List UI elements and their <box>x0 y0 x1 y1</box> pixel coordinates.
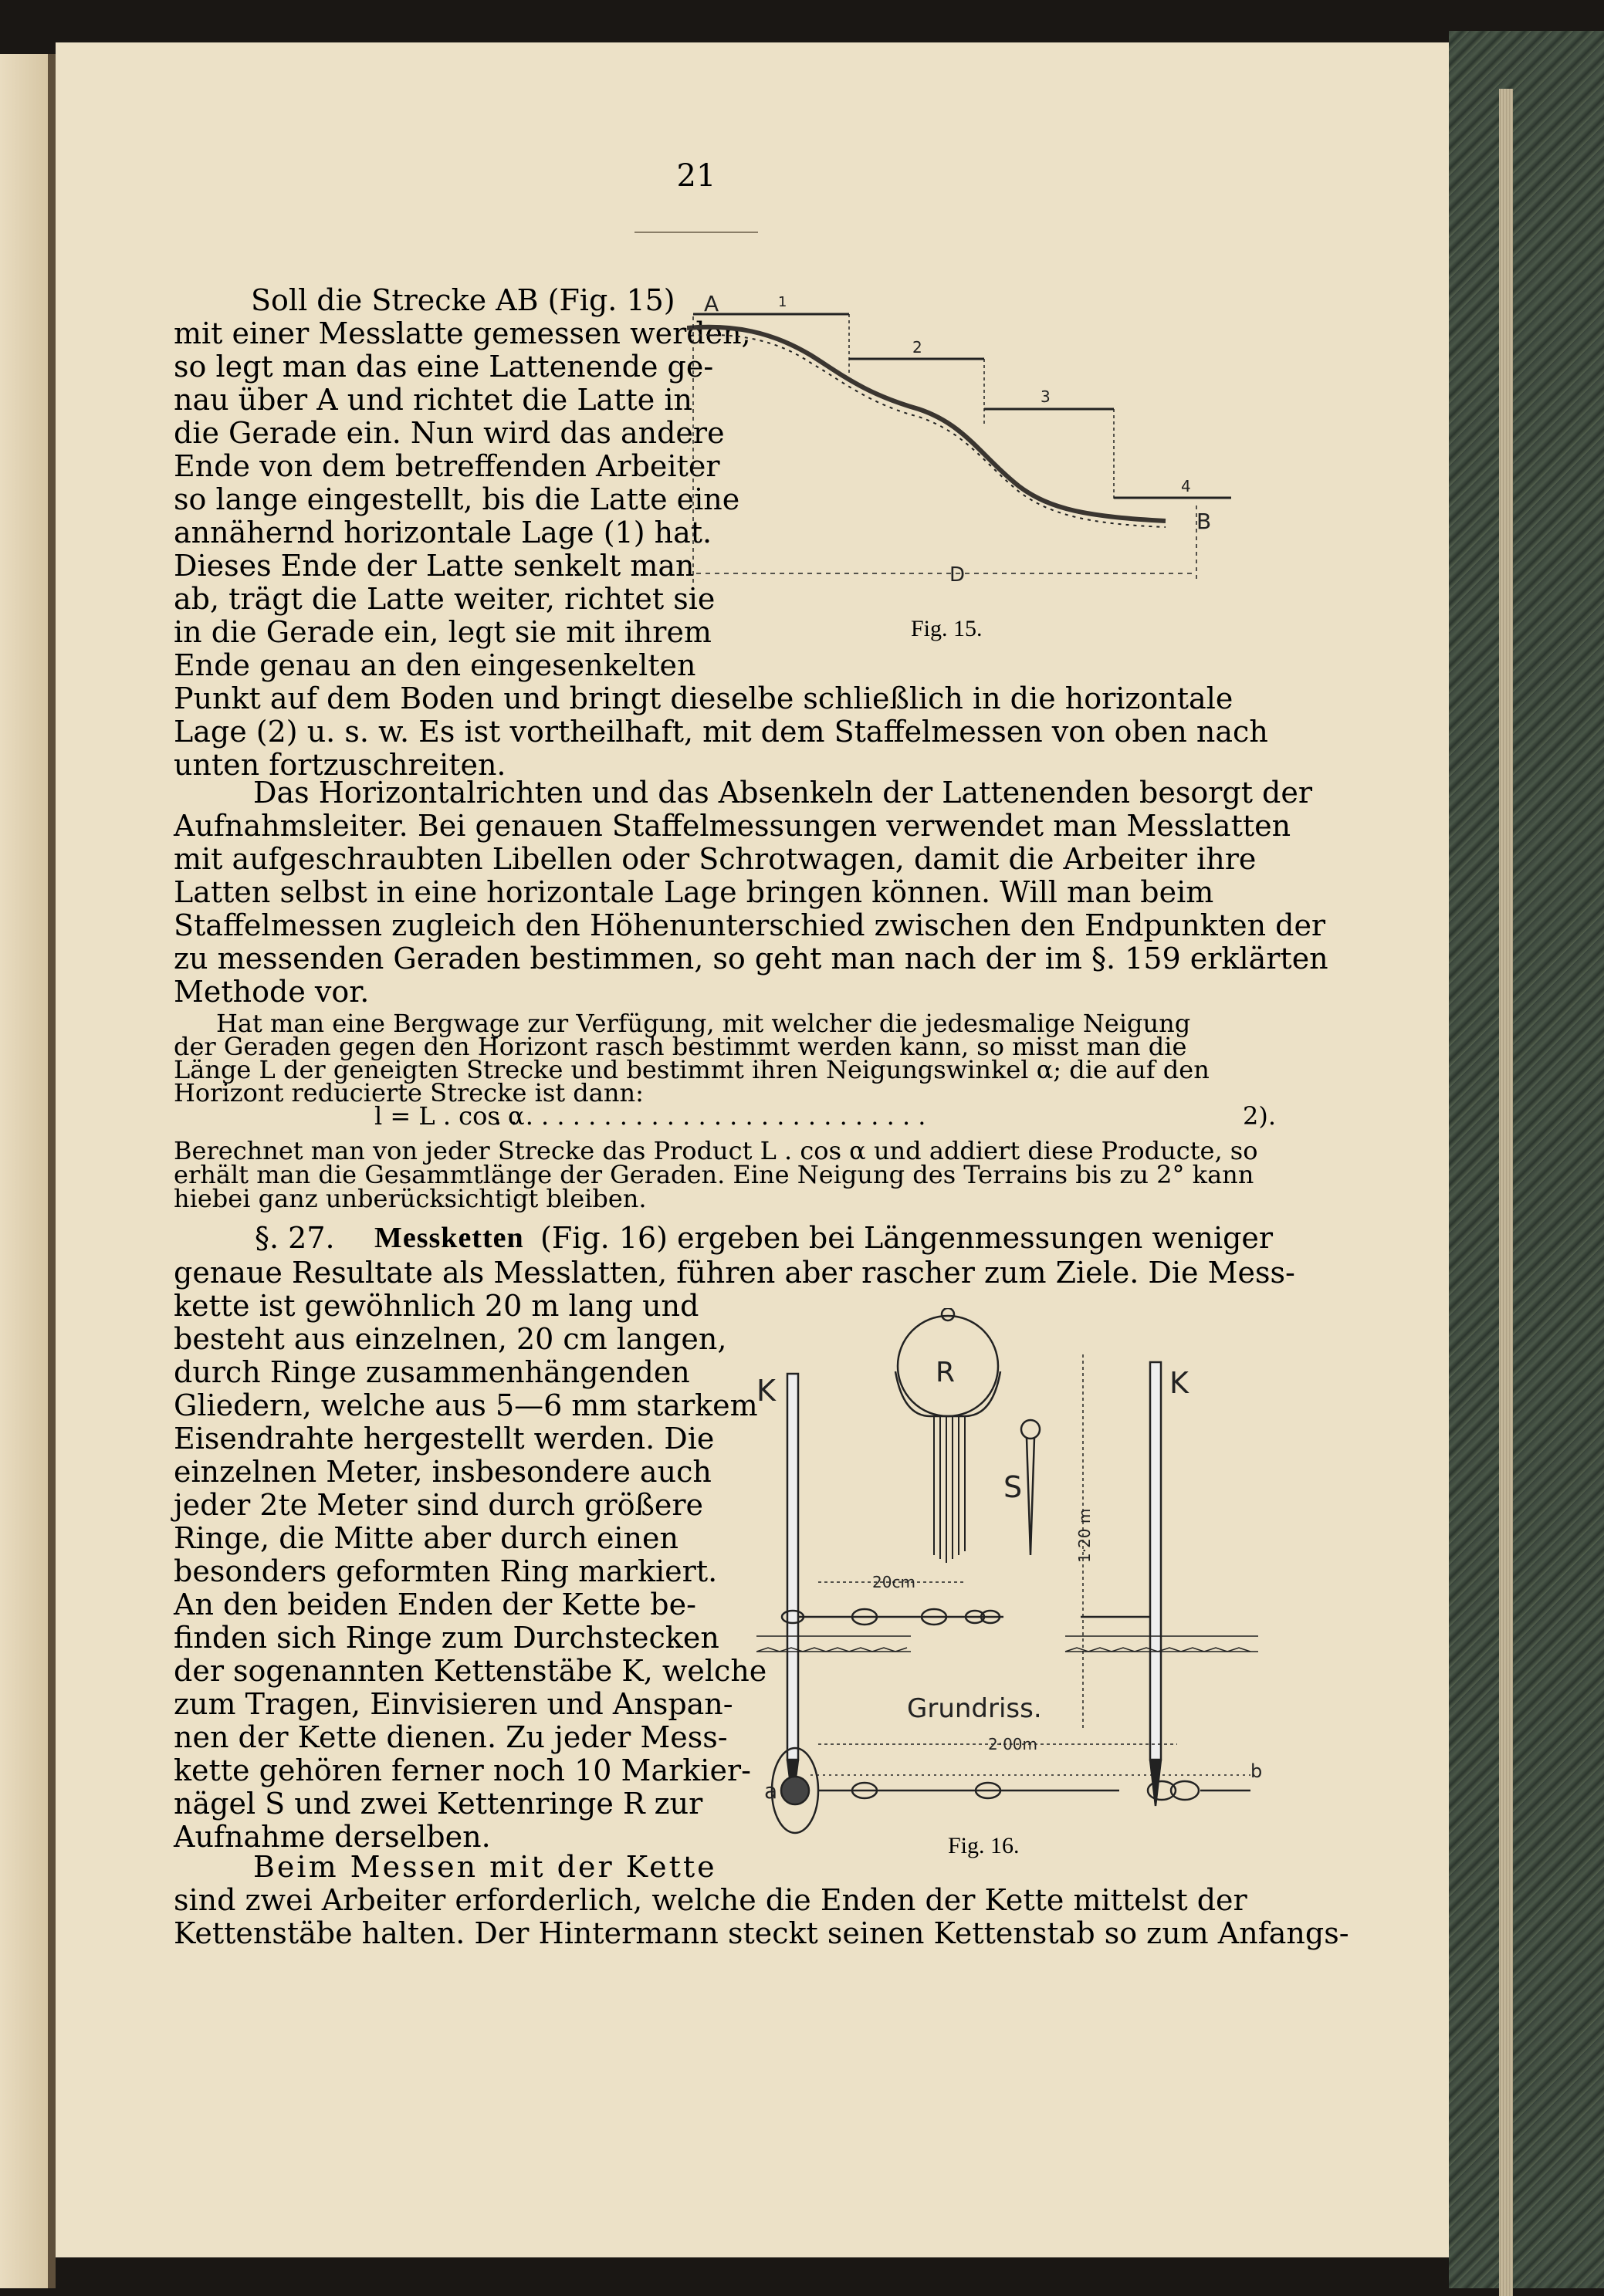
body-text-line: (Fig. 16) ergeben bei Längenmessungen weniger <box>540 1221 1274 1255</box>
body-text-line: Eisendrahte hergestellt werden. Die <box>174 1422 715 1456</box>
body-text-line: finden sich Ringe zum Durchstecken <box>174 1621 719 1655</box>
body-text-line: in die Gerade ein, legt sie mit ihrem <box>174 615 712 649</box>
body-text-line: Latten selbst in eine horizontale Lage bringen können. Will man beim <box>174 875 1214 909</box>
body-text-line: Ende von dem betreffenden Arbeiter <box>174 449 720 483</box>
marbled-cover <box>1449 31 1604 2288</box>
small-text-line: Horizont reducierte Strecke ist dann: <box>174 1078 644 1107</box>
fig16-label-R: R <box>936 1357 956 1388</box>
small-text-line: hiebei ganz unberücksichtigt bleiben. <box>174 1184 647 1213</box>
fig15-caption: Fig. 15. <box>911 616 983 641</box>
fig15-label-2: 2 <box>912 338 922 357</box>
fig16-label-K-left: K <box>756 1374 776 1408</box>
body-text-line: Ende genau an den eingesenkelten <box>174 648 696 682</box>
fig16-dim-200m: 2·00m <box>988 1735 1038 1753</box>
fig16-label-S: S <box>1003 1470 1023 1504</box>
body-text-line: kette ist gewöhnlich 20 m lang und <box>174 1289 699 1323</box>
body-text-line: nen der Kette dienen. Zu jeder Mess- <box>174 1720 728 1754</box>
body-text-line: zum Tragen, Einvisieren und Anspan- <box>174 1687 733 1721</box>
page-number: 21 <box>676 158 716 194</box>
body-text-line: der sogenannten Kettenstäbe K, welche <box>174 1654 767 1688</box>
page-number-rule <box>634 232 758 233</box>
body-text-line: Staffelmessen zugleich den Höhenunterschied zwischen den Endpunkten der <box>174 908 1326 942</box>
formula-leader: . . . . . . . . . . . . . . . . . . . . . . . . . . . . <box>494 1101 926 1131</box>
fig15-label-3: 3 <box>1041 387 1051 406</box>
body-text-line: so lange eingestellt, bis die Latte eine <box>174 482 740 516</box>
body-text-line: Lage (2) u. s. w. Es ist vortheilhaft, mit dem Staffelmessen von oben nach <box>174 715 1268 749</box>
body-text-line: Gliedern, welche aus 5—6 mm starkem <box>174 1388 758 1422</box>
left-page-edge <box>0 54 48 2288</box>
body-text-line: besonders geformten Ring markiert. <box>174 1554 718 1588</box>
small-text-line: der Geraden gegen den Horizont rasch bestimmt werden kann, so misst man die <box>174 1032 1187 1061</box>
fig16-caption: Fig. 16. <box>948 1833 1020 1858</box>
body-text-line: Kettenstäbe halten. Der Hintermann steckt seinen Kettenstab so zum Anfangs- <box>174 1916 1349 1950</box>
figure-15 <box>687 289 1258 598</box>
fig16-label-K-right: K <box>1169 1366 1189 1400</box>
body-text-line: Das Horizontalrichten und das Absenkeln der Lattenenden besorgt der <box>253 776 1313 810</box>
body-text-line: kette gehören ferner noch 10 Markier- <box>174 1753 751 1787</box>
body-text-line: mit einer Messlatte gemessen werden, <box>174 316 751 350</box>
body-text-line: mit aufgeschraubten Libellen oder Schrotwagen, damit die Arbeiter ihre <box>174 842 1257 876</box>
page-edges <box>1499 89 1513 2296</box>
small-text-line: Hat man eine Bergwage zur Verfügung, mit welcher die jedesmalige Neigung <box>216 1009 1191 1038</box>
figure-16 <box>756 1308 1266 1848</box>
body-text-line: die Gerade ein. Nun wird das andere <box>174 416 725 450</box>
fig16-dim-20cm: 20cm <box>872 1573 915 1591</box>
body-text-line: Soll die Strecke AB (Fig. 15) <box>251 283 675 317</box>
body-text-line: Punkt auf dem Boden und bringt dieselbe schließlich in die horizontale <box>174 681 1233 715</box>
fig15-label-B: B <box>1196 509 1212 534</box>
body-text-line: ab, trägt die Latte weiter, richtet sie <box>174 582 716 616</box>
body-text-line: sind zwei Arbeiter erforderlich, welche die Enden der Kette mittelst der <box>174 1883 1247 1917</box>
body-text-line: Methode vor. <box>174 975 370 1009</box>
body-text-line: durch Ringe zusammenhängenden <box>174 1355 690 1389</box>
body-text-line: nägel S und zwei Kettenringe R zur <box>174 1787 703 1821</box>
fig15-label-D: D <box>949 563 966 587</box>
fig16-grundriss: Grundriss. <box>907 1693 1042 1724</box>
body-text-line: unten fortzuschreiten. <box>174 748 506 782</box>
body-text-line: Aufnahmsleiter. Bei genauen Staffelmessungen verwendet man Messlatten <box>174 809 1291 843</box>
fig15-label-1: 1 <box>778 294 787 310</box>
formula-number: 2). <box>1243 1101 1277 1131</box>
body-text-line: jeder 2te Meter sind durch größere <box>174 1488 703 1522</box>
body-text-line: nau über A und richtet die Latte in <box>174 383 692 417</box>
body-text-line: besteht aus einzelnen, 20 cm langen, <box>174 1322 727 1356</box>
small-text-line: erhält man die Gesammtlänge der Geraden. Eine Neigung des Terrains bis zu 2° kann <box>174 1160 1254 1189</box>
body-text-line: Beim Messen mit der Kette <box>253 1850 717 1884</box>
fig16-label-a: a <box>764 1778 778 1804</box>
body-text-line: An den beiden Enden der Kette be- <box>174 1588 696 1621</box>
body-text-line: annähernd horizontale Lage (1) hat. <box>174 516 712 549</box>
body-text-line: zu messenden Geraden bestimmen, so geht man nach der im §. 159 erklärten <box>174 942 1328 976</box>
body-text-line: so legt man das eine Lattenende ge- <box>174 350 714 384</box>
formula-expression: l = L . cos α <box>374 1101 525 1131</box>
fig16-dim-120m: 1·20 m <box>1075 1508 1094 1563</box>
terrain-profile <box>687 327 1166 521</box>
section-number: §. 27. <box>255 1221 335 1255</box>
fig16-label-b: b <box>1250 1760 1263 1782</box>
small-text-line: Berechnet man von jeder Strecke das Product L . cos α und addiert diese Producte, so <box>174 1136 1258 1165</box>
body-text-line: Dieses Ende der Latte senkelt man <box>174 549 695 583</box>
small-text-line: Länge L der geneigten Strecke und bestimmt ihren Neigungswinkel α; die auf den <box>174 1055 1210 1084</box>
body-text-line: genaue Resultate als Messlatten, führen aber rascher zum Ziele. Die Mess- <box>174 1256 1295 1290</box>
section-heading: Messketten <box>374 1222 524 1254</box>
body-text-line: Ringe, die Mitte aber durch einen <box>174 1521 679 1555</box>
body-text-line: Aufnahme derselben. <box>174 1820 491 1854</box>
fig15-label-4: 4 <box>1181 477 1191 495</box>
body-text-line: einzelnen Meter, insbesondere auch <box>174 1455 712 1489</box>
book-spine <box>48 54 56 2288</box>
fig15-label-A: A <box>704 291 719 316</box>
